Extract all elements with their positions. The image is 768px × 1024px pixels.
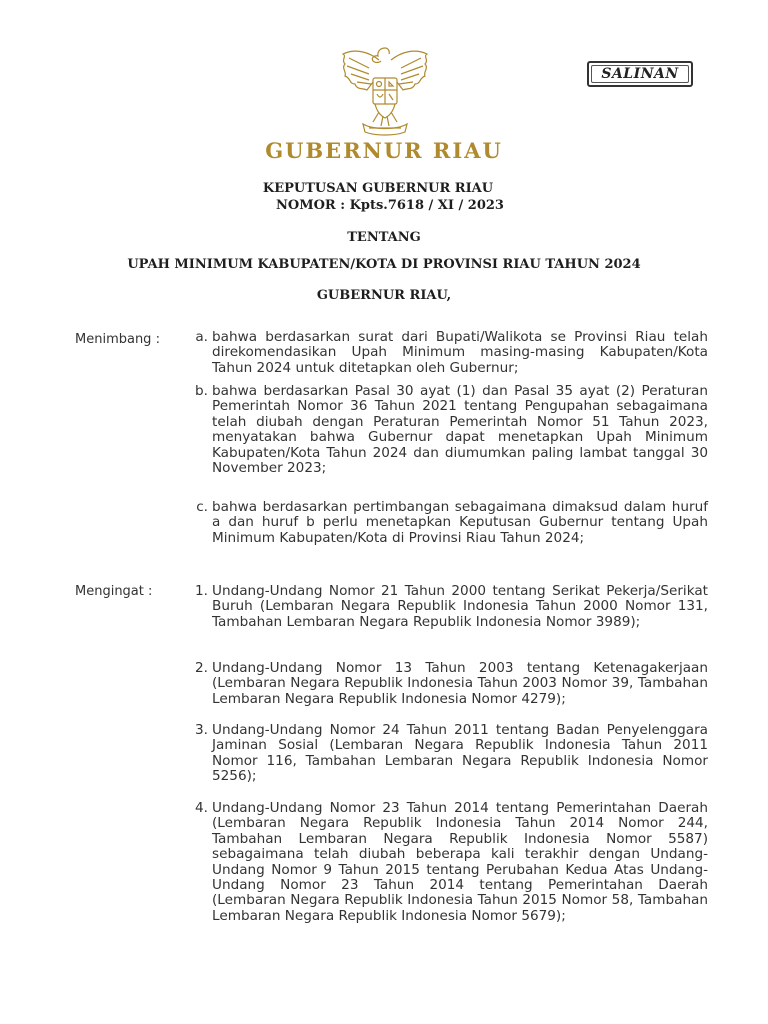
- item-marker: 2.: [195, 660, 208, 676]
- item-marker: c.: [196, 499, 208, 515]
- item-text: Undang-Undang Nomor 23 Tahun 2014 tentang Pemerintahan Daerah (Lembaran Negara Republik Indonesia Tahun 2014 Nomor 244, Tambahan Lembaran Negara Republik Indonesia Nomor 5587) sebagaimana telah diubah beberapa kali terakhir dengan Undang-Undang Nomor 9 Tahun 2015 tentang Perubahan Kedua Atas Undang-Undang Nomor 23 Tahun 2014 tentang Pemerintahan Daerah (Lembaran Negara Republik Indonesia Tahun 2015 Nomor 58, Tambahan Lembaran Negara Republik Indonesia Nomor 5679);: [212, 800, 708, 924]
- salinan-stamp: SALINAN: [587, 61, 693, 87]
- mengingat-label: Mengingat :: [75, 584, 153, 599]
- decision-title: KEPUTUSAN GUBERNUR RIAU: [262, 181, 494, 196]
- mengingat-item-1: [182, 584, 708, 630]
- decision-number: NOMOR : Kpts.7618 / XI / 2023: [276, 198, 504, 213]
- governor-title: GUBERNUR RIAU: [265, 138, 503, 163]
- issuer-heading: GUBERNUR RIAU,: [316, 288, 452, 303]
- decision-subject: UPAH MINIMUM KABUPATEN/KOTA DI PROVINSI RIAU TAHUN 2024: [127, 257, 641, 272]
- mengingat-item-4: [182, 801, 708, 924]
- item-text: Undang-Undang Nomor 24 Tahun 2011 tentang Badan Penyelenggara Jaminan Sosial (Lembaran Negara Republik Indonesia Tahun 2011 Nomor 116, Tambahan Lembaran Negara Republik Indonesia Nomor 5256);: [212, 722, 708, 785]
- menimbang-item-c: [182, 500, 708, 546]
- item-marker: b.: [195, 383, 208, 399]
- item-text: bahwa berdasarkan pertimbangan sebagaimana dimaksud dalam huruf a dan huruf b perlu menetapkan Keputusan Gubernur tentang Upah Minimum Kabupaten/Kota di Provinsi Riau Tahun 2024;: [212, 499, 708, 546]
- menimbang-label: Menimbang :: [75, 332, 160, 347]
- item-text: Undang-Undang Nomor 13 Tahun 2003 tentang Ketenagakerjaan (Lembaran Negara Republik Indonesia Tahun 2003 Nomor 39, Tambahan Lembaran Negara Republik Indonesia Nomor 4279);: [212, 660, 708, 707]
- mengingat-item-3: [182, 723, 708, 785]
- item-marker: 1.: [195, 583, 208, 599]
- about-heading: TENTANG: [347, 230, 421, 245]
- item-text: Undang-Undang Nomor 21 Tahun 2000 tentang Serikat Pekerja/Serikat Buruh (Lembaran Negara Republik Indonesia Tahun 2000 Nomor 131, Tambahan Lembaran Negara Republik Indonesia Nomor 3989);: [212, 583, 708, 630]
- menimbang-item-a: [182, 330, 708, 376]
- garuda-emblem: [333, 42, 437, 140]
- menimbang-item-b: [182, 384, 708, 476]
- item-marker: 4.: [195, 800, 208, 816]
- item-marker: 3.: [195, 722, 208, 738]
- mengingat-item-2: [182, 661, 708, 707]
- item-text: bahwa berdasarkan surat dari Bupati/Walikota se Provinsi Riau telah direkomendasikan Upah Minimum masing-masing Kabupaten/Kota Tahun 2024 untuk ditetapkan oleh Gubernur;: [212, 329, 708, 376]
- item-text: bahwa berdasarkan Pasal 30 ayat (1) dan Pasal 35 ayat (2) Peraturan Pemerintah Nomor 36 Tahun 2021 tentang Pengupahan sebagaimana telah diubah dengan Peraturan Pemerintah Nomor 51 Tahun 2023, menyatakan bahwa Gubernur dapat menetapkan Upah Minimum Kabupaten/Kota Tahun 2024 dan diumumkan paling lambat tanggal 30 November 2023;: [212, 383, 708, 477]
- item-marker: a.: [195, 329, 208, 345]
